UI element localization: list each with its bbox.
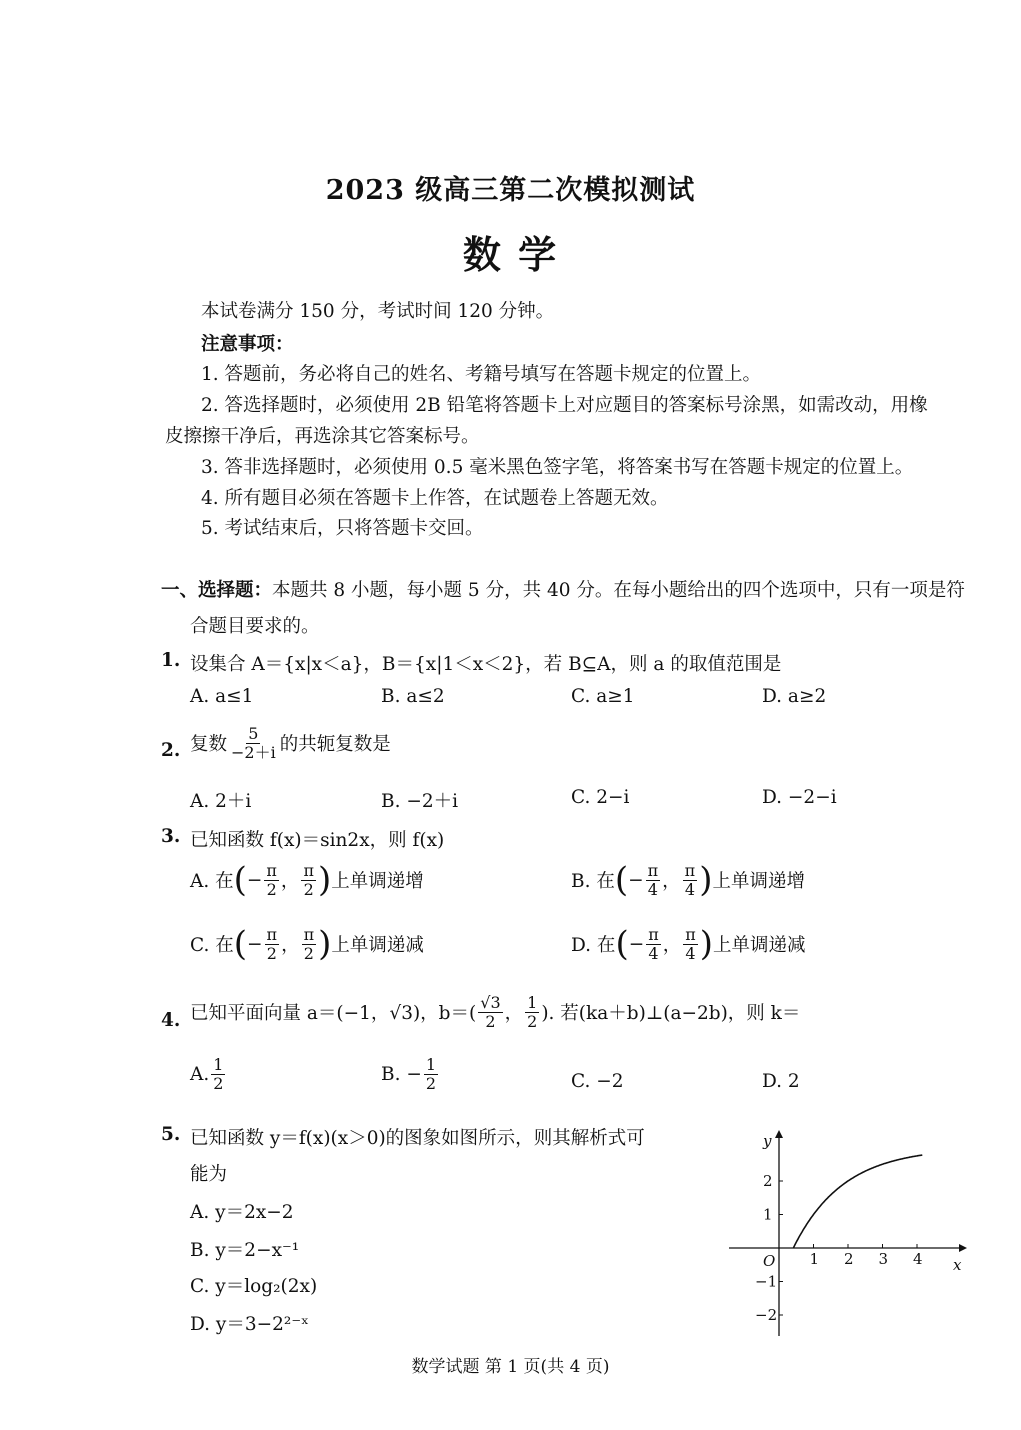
y-tick-label-1: 1 <box>763 1205 773 1224</box>
q2-number: 2. <box>161 740 181 761</box>
x-tick-label-3: 3 <box>878 1250 889 1268</box>
q5-option-b: B. y＝2−x⁻¹ <box>190 1240 300 1261</box>
x-tick-label-1: 1 <box>809 1250 820 1268</box>
q4-option-a: A. $\frac{1}{2}$ <box>190 1055 224 1093</box>
q5-stem-line-1: 已知函数 y＝f(x)(x＞0)的图象如图所示，则其解析式可 <box>190 1128 645 1149</box>
notice-item-1: 1. 答题前，务必将自己的姓名、考籍号填写在答题卡规定的位置上。 <box>201 364 762 385</box>
q4-option-b: B. − $\frac{1}{2}$ <box>381 1055 437 1093</box>
notice-item-5: 5. 考试结束后，只将答题卡交回。 <box>201 518 484 539</box>
q3-stem: 已知函数 f(x)＝sin2x，则 f(x) <box>190 830 445 851</box>
q2-option-d: D. −2−i <box>762 787 837 808</box>
y-axis-arrow <box>775 1130 783 1138</box>
q5-option-d: D. y＝3−2²⁻ˣ <box>190 1314 309 1335</box>
q1-option-d: D. a≥2 <box>762 686 827 707</box>
q4-option-d: D. 2 <box>762 1071 800 1092</box>
x-tick-label-4: 4 <box>913 1250 923 1268</box>
exam-title: 2023 级高三第二次模拟测试 <box>325 175 696 206</box>
section-1-desc-line-1: 一、选择题：本题共 8 小题，每小题 5 分，共 40 分。在每小题给出的四个选项中，只有一项是符 <box>161 580 965 601</box>
q3-option-d: D. 在 ( − $\frac{\pi}{4}$ ， $\frac{\pi}{4}$ ) 上单调递减 <box>571 924 806 965</box>
q2-fraction: $\frac{5}{-2+i}$ <box>231 724 276 762</box>
notice-item-4: 4. 所有题目必须在答题卡上作答，在试题卷上答题无效。 <box>201 488 669 509</box>
q5-function-graph <box>727 1128 967 1338</box>
notice-item-2-cont: 皮擦擦干净后，再选涂其它答案标号。 <box>165 426 480 447</box>
notice-item-2: 2. 答选择题时，必须使用 2B 铅笔将答题卡上对应题目的答案标号涂黑，如需改动，用橡 <box>201 395 928 416</box>
section-1-heading: 一、选择题： <box>161 580 273 601</box>
q5-stem-line-2: 能为 <box>190 1164 228 1185</box>
q2-option-c: C. 2−i <box>571 787 630 808</box>
q4-option-c: C. −2 <box>571 1071 624 1092</box>
q2-option-b: B. −2＋i <box>381 791 459 812</box>
q1-option-c: C. a≥1 <box>571 686 635 707</box>
y-axis-label: y <box>763 1132 772 1150</box>
x-axis-arrow <box>959 1244 967 1252</box>
y-tick-label-2: 2 <box>763 1172 773 1190</box>
q3-option-b: B. 在 ( − $\frac{\pi}{4}$ ， $\frac{\pi}{4}$ ) 上单调递增 <box>571 860 805 901</box>
q5-number: 5. <box>161 1124 181 1145</box>
origin-label: O <box>763 1252 776 1270</box>
page-footer: 数学试题 第 1 页(共 4 页) <box>411 1357 610 1377</box>
q1-number: 1. <box>161 650 181 671</box>
q3-option-c: C. 在 ( − $\frac{\pi}{2}$ ， $\frac{\pi}{2}$ ) 上单调递减 <box>190 924 424 965</box>
x-tick-label-2: 2 <box>844 1250 854 1268</box>
y-tick-label--1: −1 <box>755 1272 778 1291</box>
q4-number: 4. <box>161 1010 181 1031</box>
notice-heading: 注意事项： <box>201 334 294 355</box>
exam-intro: 本试卷满分 150 分，考试时间 120 分钟。 <box>201 301 555 322</box>
q3-number: 3. <box>161 826 181 847</box>
notice-item-3: 3. 答非选择题时，必须使用 0.5 毫米黑色签字笔，将答案书写在答题卡规定的位置上。 <box>201 457 914 478</box>
x-axis-label: x <box>953 1256 962 1274</box>
q5-option-c: C. y＝log₂(2x) <box>190 1276 318 1297</box>
function-curve <box>794 1155 923 1248</box>
q2-option-a: A. 2＋i <box>190 791 252 812</box>
section-1-desc-line-2: 合题目要求的。 <box>190 616 320 637</box>
q3-option-a: A. 在 ( − $\frac{\pi}{2}$ ， $\frac{\pi}{2}$ ) 上单调递增 <box>190 860 424 901</box>
subject-title: 数 学 <box>462 232 559 277</box>
y-tick-label--2: −2 <box>755 1306 778 1324</box>
q4-stem: 已知平面向量 a＝(−1，√3)，b＝( $\frac{√3}{2}$ ， $\frac{1}{2}$ ). 若(ka＋b)⊥(a−2b)，则 k＝ <box>190 993 801 1031</box>
q1-option-b: B. a≤2 <box>381 686 445 707</box>
q1-option-a: A. a≤1 <box>190 686 254 707</box>
q2-stem: 复数 $\frac{5}{-2+i}$ 的共轭复数是 <box>190 724 391 762</box>
q5-option-a: A. y＝2x−2 <box>190 1202 294 1223</box>
q1-stem: 设集合 A＝{x|x＜a}，B＝{x|1＜x＜2}，若 B⊆A，则 a 的取值范围是 <box>190 654 782 675</box>
